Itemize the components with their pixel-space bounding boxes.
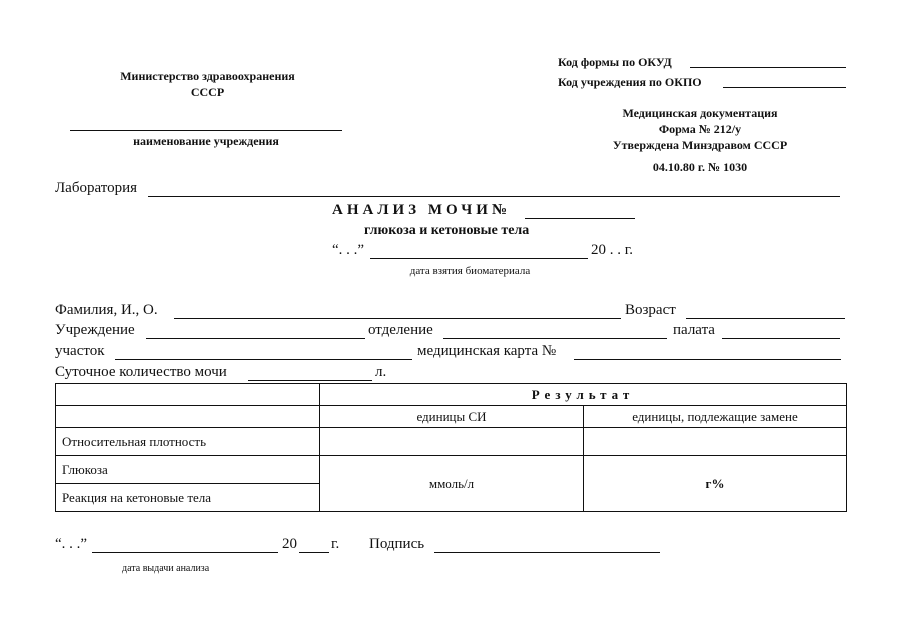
age-field[interactable] bbox=[686, 318, 845, 319]
okpo-field[interactable] bbox=[723, 87, 846, 88]
analysis-subtitle: глюкоза и кетоновые тела bbox=[364, 223, 530, 238]
issue-year-suffix: г. bbox=[331, 536, 340, 552]
okud-label: Код формы по ОКУД bbox=[558, 55, 672, 69]
ward-label: палата bbox=[673, 322, 715, 338]
form-number: Форма № 212/у bbox=[658, 122, 742, 136]
signature-label: Подпись bbox=[369, 536, 425, 552]
name-field[interactable] bbox=[174, 318, 621, 319]
issue-year-field[interactable] bbox=[299, 552, 329, 553]
ward-field[interactable] bbox=[722, 338, 840, 339]
table-row bbox=[56, 456, 847, 484]
issue-date-field[interactable] bbox=[92, 552, 278, 553]
approval-date: 04.10.80 г. № 1030 bbox=[652, 160, 748, 174]
doc-type: Медицинская документация bbox=[622, 106, 778, 120]
analysis-number-field[interactable] bbox=[525, 218, 635, 219]
institution-field[interactable] bbox=[146, 338, 365, 339]
sample-date-quote: “. . .” bbox=[332, 242, 365, 258]
row-label-density: Относительная плотность bbox=[56, 428, 320, 456]
density-old-cell[interactable] bbox=[584, 428, 847, 456]
results-table bbox=[55, 383, 847, 512]
subheader-blank-cell bbox=[56, 406, 320, 428]
table-header-row bbox=[56, 384, 847, 406]
name-label: Фамилия, И., О. bbox=[55, 302, 158, 318]
table-row bbox=[56, 428, 847, 456]
result-header-cell bbox=[320, 384, 847, 406]
table-subheader-row bbox=[56, 406, 847, 428]
header-blank-cell bbox=[56, 384, 320, 406]
row-label-glucose: Глюкоза bbox=[56, 456, 320, 484]
institution-name-line[interactable] bbox=[70, 130, 342, 131]
issue-year: 20 bbox=[282, 536, 297, 552]
ministry-line-2: СССР bbox=[190, 85, 225, 99]
section-label: участок bbox=[55, 343, 105, 359]
sample-date-year: 20 . . г. bbox=[591, 242, 633, 258]
daily-amount-field[interactable] bbox=[248, 380, 372, 381]
row-label-ketones: Реакция на кетоновые тела bbox=[56, 484, 320, 512]
issue-date-quote: “. . .” bbox=[55, 536, 88, 552]
unit-old-cell[interactable]: г% bbox=[584, 456, 847, 512]
result-header: Результат bbox=[531, 386, 635, 402]
issue-date-caption: дата выдачи анализа bbox=[122, 563, 210, 574]
laboratory-field[interactable] bbox=[148, 196, 840, 197]
daily-amount-label: Суточное количество мочи bbox=[55, 364, 227, 380]
medical-card-field[interactable] bbox=[574, 359, 841, 360]
liters-label: л. bbox=[375, 364, 387, 380]
ministry-line-1: Министерство здравоохранения bbox=[120, 69, 295, 83]
institution-caption: наименование учреждения bbox=[133, 134, 279, 148]
approved-by: Утверждена Минздравом СССР bbox=[612, 138, 788, 152]
analysis-title: АНАЛИЗ МОЧИ№ bbox=[332, 202, 512, 218]
laboratory-label: Лаборатория bbox=[55, 180, 138, 196]
sample-date-caption: дата взятия биоматериала bbox=[409, 265, 531, 277]
medical-card-label: медицинская карта № bbox=[417, 343, 557, 359]
okud-field[interactable] bbox=[690, 67, 846, 68]
department-label: отделение bbox=[368, 322, 433, 338]
age-label: Возраст bbox=[625, 302, 676, 318]
signature-field[interactable] bbox=[434, 552, 660, 553]
institution-label: Учреждение bbox=[55, 322, 135, 338]
density-si-cell[interactable] bbox=[320, 428, 584, 456]
okpo-label: Код учреждения по ОКПО bbox=[558, 75, 702, 89]
department-field[interactable] bbox=[443, 338, 667, 339]
col-si-header: единицы СИ bbox=[320, 406, 584, 428]
section-field[interactable] bbox=[115, 359, 412, 360]
unit-si-cell[interactable]: ммоль/л bbox=[320, 456, 584, 512]
col-replace-header: единицы, подлежащие замене bbox=[584, 406, 847, 428]
sample-date-field[interactable] bbox=[370, 258, 588, 259]
